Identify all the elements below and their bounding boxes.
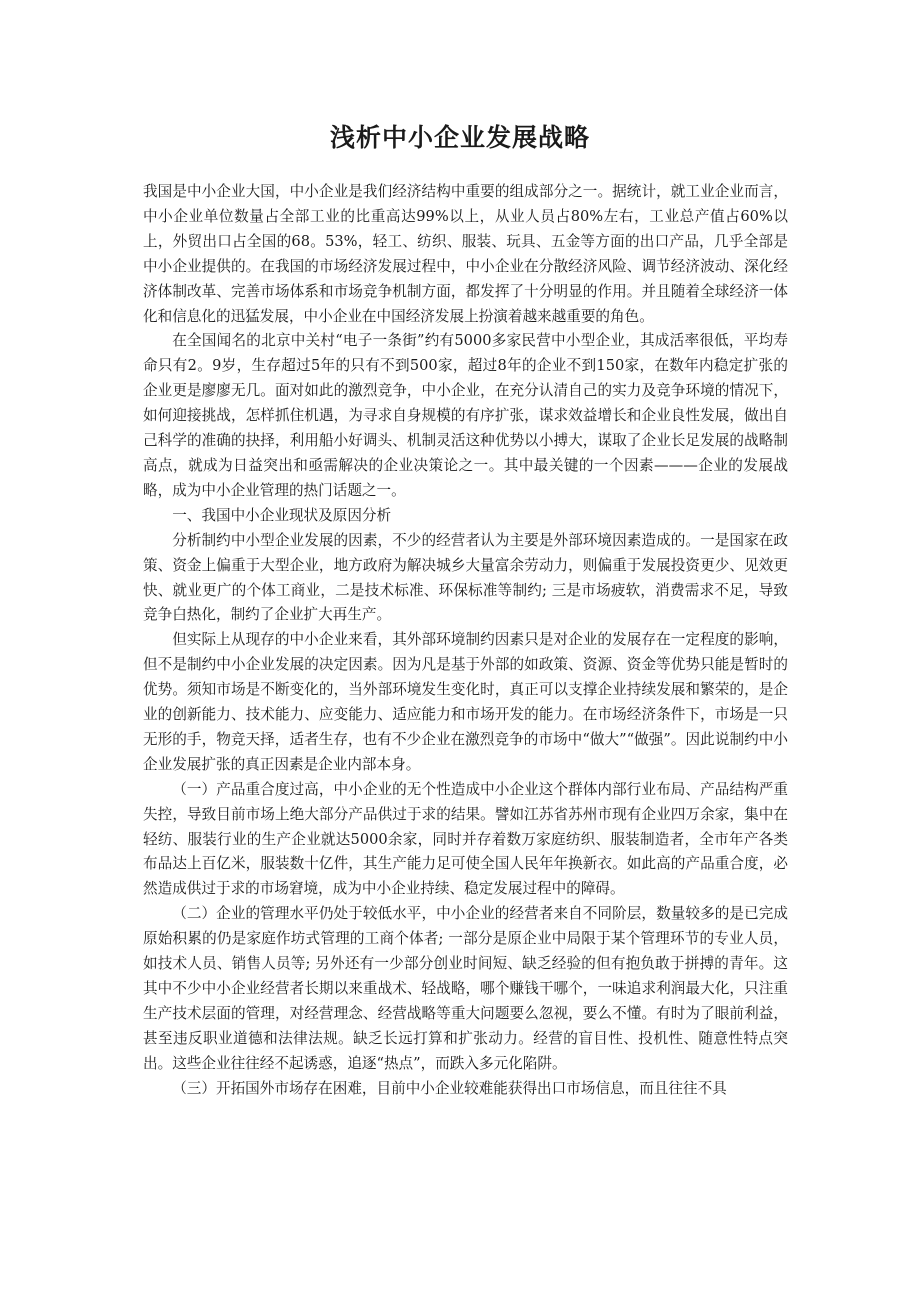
paragraph-point-2: （二）企业的管理水平仍处于较低水平，中小企业的经营者来自不同阶层，数量较多的是已完成原始积累的仍是家庭作坊式管理的工商个体者; 一部分是原企业中局限于某个管理环节的专业人员，如技术人员、销售人员等; 另外还有一少部分创业时间短、缺乏经验的但有抱负敢于拼搏的青年。这其中不少中小企业经营者长期以来重战术、轻战略，哪个赚钱干哪个，一味追求利润最大化，只注重生产技术层面的管理，对经营理念、经营战略等重大问题要么忽视，要么不懂。有时为了眼前利益，甚至违反职业道德和法律法规。缺乏长远打算和扩张动力。经营的盲目性、投机性、随意性特点突出。这些企业往往经不起诱惑，追逐“热点”，而跌入多元化陷阱。: [143, 905, 788, 1072]
paragraph-zhongguancun: 在全国闻名的北京中关村“电子一条街”约有5000多家民营中小型企业，其成活率很低，平均寿命只有2。9岁，生存超过5年的只有不到500家，超过8年的企业不到150家，在数年内稳定扩张的企业更是廖廖无几。面对如此的激烈竞争，中小企业，在充分认清自己的实力及竞争环境的情况下，如何迎接挑战，怎样抓住机遇，为寻求自身规模的有序扩张，谋求效益增长和企业良性发展，做出自己科学的准确的抉择，利用船小好调头、机制灵活这种优势以小搏大，谋取了企业长足发展的战略制高点，就成为日益突出和亟需解决的企业决策论之一。其中最关键的一个因素———企业的发展战略，成为中小企业管理的热门话题之一。: [143, 332, 788, 499]
paragraph-external-factors: 分析制约中小型企业发展的因素，不少的经营者认为主要是外部环境因素造成的。一是国家在政策、资金上偏重于大型企业，地方政府为解决城乡大量富余劳动力，则偏重于发展投资更少、见效更快、就业更广的个体工商业，二是技术标准、环保标准等制约; 三是市场疲软，消费需求不足，导致竞争白热化，制约了企业扩大再生产。: [143, 531, 788, 624]
paragraph-point-3: （三）开拓国外市场存在困难，目前中小企业较难能获得出口市场信息，而且往往不具: [172, 1079, 727, 1097]
paragraph-intro: 我国是中小企业大国，中小企业是我们经济结构中重要的组成部分之一。据统计，就工业企业而言，中小企业单位数量占全部工业的比重高达99%以上，从业人员占80%左右，工业总产值占60%以上，外贸出口占全国的68。53%，轻工、纺织、服装、玩具、五金等方面的出口产品，几乎全部是中小企业提供的。在我国的市场经济发展过程中，中小企业在分散经济风险、调节经济波动、深化经济体制改革、完善市场体系和市场竞争机制方面，都发挥了十分明显的作用。并且随着全球经济一体化和信息化的迅猛发展，中小企业在中国经济发展上扮演着越来越重要的角色。: [143, 183, 788, 325]
paragraph-point-1: （一）产品重合度过高，中小企业的无个性造成中小企业这个群体内部行业布局、产品结构严重失控，导致目前市场上绝大部分产品供过于求的结果。譬如江苏省苏州市现有企业四万余家，集中在轻纺、服装行业的生产企业就达5000余家，同时并存着数万家庭纺织、服装制造者，全市年产各类布品达上百亿米，服装数十亿件，其生产能力足可使全国人民年年换新衣。如此高的产品重合度，必然造成供过于求的市场窘境，成为中小企业持续、稳定发展过程中的障碍。: [143, 780, 788, 898]
section-heading-1: 一、我国中小企业现状及原因分析: [172, 506, 392, 524]
document-body: [143, 180, 788, 1102]
document-title: 浅析中小企业发展战略: [329, 123, 590, 152]
paragraph-internal-factors: 但实际上从现存的中小企业来看，其外部环境制约因素只是对企业的发展存在一定程度的影响，但不是制约中小企业发展的决定因素。因为凡是基于外部的如政策、资源、资金等优势只能是暂时的优势。须知市场是不断变化的，当外部环境发生变化时，真正可以支撑企业持续发展和繁荣的，是企业的创新能力、技术能力、应变能力、适应能力和市场开发的能力。在市场经济条件下，市场是一只无形的手，物竞天择，适者生存，也有不少企业在激烈竞争的市场中“做大”“做强”。因此说制约中小企业发展扩张的真正因素是企业内部本身。: [143, 631, 788, 773]
